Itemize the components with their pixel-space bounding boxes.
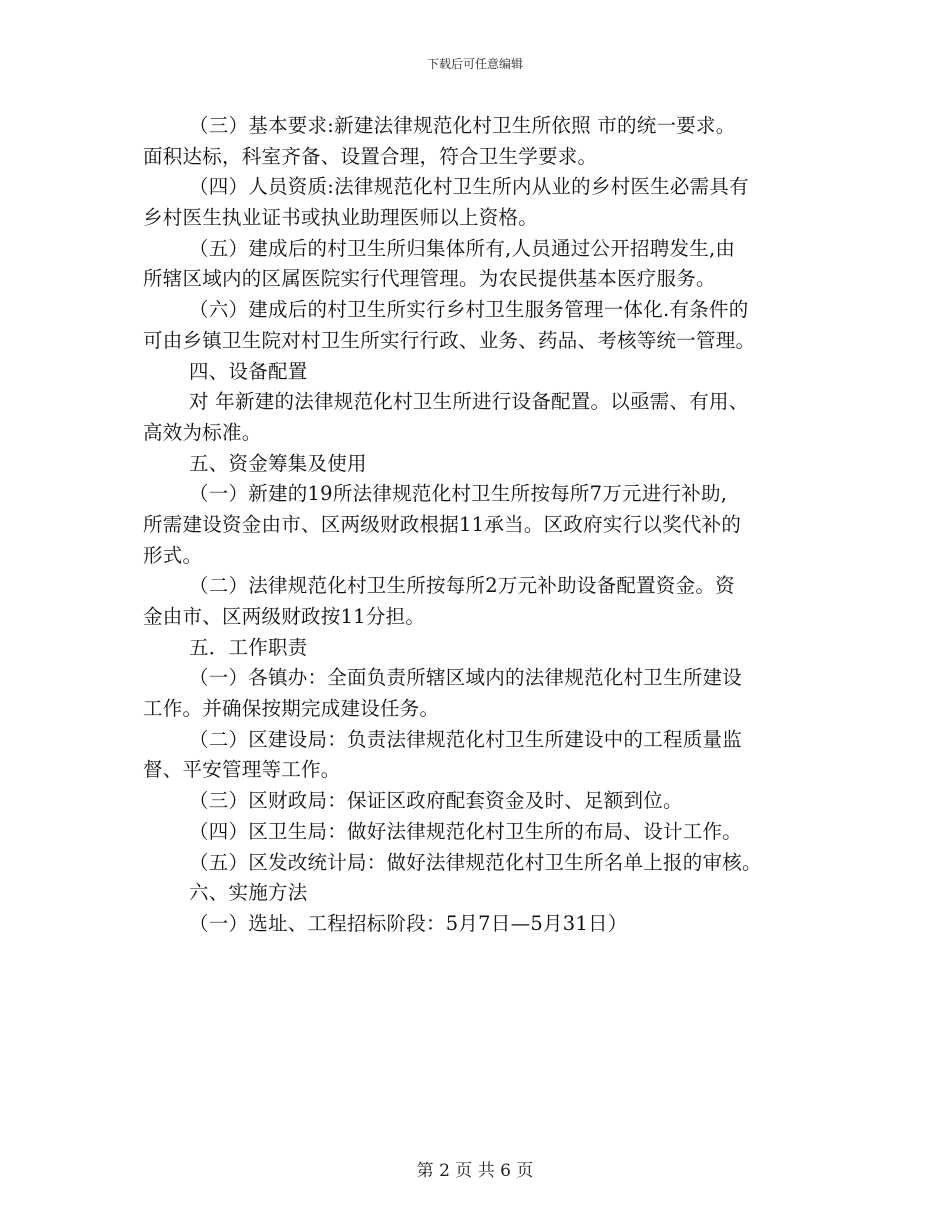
- paragraph-line: （一）选址、工程招标阶段：5月7日—5月31日）: [189, 911, 628, 935]
- paragraph-line: （五）区发改统计局：做好法律规范化村卫生所名单上报的审核。: [189, 850, 762, 874]
- paragraph-line: 面积达标，科室齐备、设置合理，符合卫生学要求。: [143, 144, 598, 168]
- section-heading: 五．工作职责: [189, 635, 308, 659]
- paragraph-line: （一）新建的19所法律规范化村卫生所按每所7万元进行补助,: [189, 482, 728, 506]
- document-body: [143, 111, 813, 940]
- paragraph-line: 金由市、区两级财政按11分担。: [143, 605, 426, 628]
- paragraph-line: （二）区建设局：负责法律规范化村卫生所建设中的工程质量监: [189, 727, 743, 751]
- paragraph-line: （三）区财政局：保证区政府配套资金及时、足额到位。: [189, 789, 683, 813]
- paragraph-line: 所辖区域内的区属医院实行代理管理。为农民提供基本医疗服务。: [143, 267, 716, 291]
- paragraph-line: 所需建设资金由市、区两级财政根据11承当。区政府实行以奖代补的: [143, 512, 742, 536]
- section-heading: 五、资金筹集及使用: [189, 451, 367, 475]
- paragraph-line: （六）建成后的村卫生所实行乡村卫生服务管理一体化.有条件的: [189, 298, 749, 322]
- paragraph-line: （四）区卫生局：做好法律规范化村卫生所的布局、设计工作。: [189, 819, 743, 843]
- paragraph-line: （四）人员资质:法律规范化村卫生所内从业的乡村医生必需具有: [189, 175, 749, 199]
- page-footer: 第 2 页 共 6 页: [416, 1161, 534, 1181]
- paragraph-line: 对 年新建的法律规范化村卫生所进行设备配置。以亟需、有用、: [189, 390, 749, 414]
- paragraph-line: 工作。并确保按期完成建设任务。: [143, 697, 440, 721]
- paragraph-line: 高效为标准。: [143, 420, 262, 444]
- paragraph-line: 形式。: [143, 543, 203, 567]
- page-header: 下载后可任意编辑: [426, 57, 523, 71]
- section-heading: 四、设备配置: [189, 359, 308, 383]
- paragraph-line: 可由乡镇卫生院对村卫生所实行行政、业务、药品、考核等统一管理。: [143, 328, 756, 352]
- paragraph-line: （三）基本要求:新建法律规范化村卫生所依照 市的统一要求。: [189, 114, 736, 137]
- paragraph-line: （二）法律规范化村卫生所按每所2万元补助设备配置资金。资: [189, 574, 735, 598]
- paragraph-line: 督、平安管理等工作。: [143, 758, 341, 782]
- paragraph-line: 乡村医生执业证书或执业助理医师以上资格。: [143, 206, 539, 230]
- paragraph-line: （一）各镇办：全面负责所辖区域内的法律规范化村卫生所建设: [189, 666, 743, 690]
- paragraph-line: （五）建成后的村卫生所归集体所有,人员通过公开招聘发生,由: [189, 236, 736, 260]
- section-heading: 六、实施方法: [189, 881, 308, 905]
